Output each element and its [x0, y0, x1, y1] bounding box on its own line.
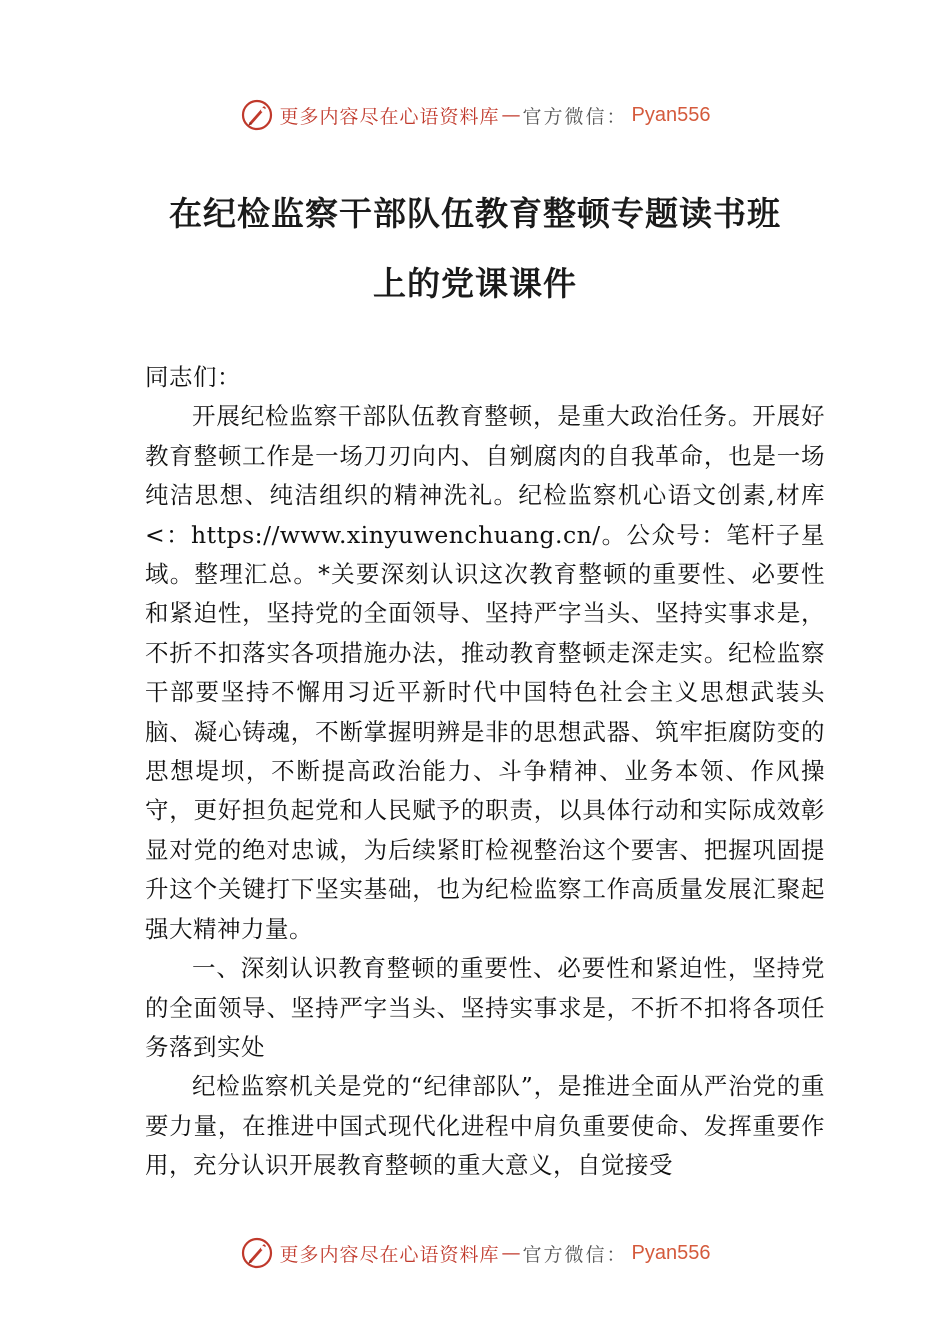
banner-brand-text: 更多内容尽在心语资料库	[279, 1243, 500, 1266]
salutation: 同志们：	[145, 363, 241, 391]
banner-wechat-id: Pyan556	[631, 1241, 711, 1264]
paragraph-intro: 开展纪检监察干部队伍教育整顿，是重大政治任务。开展好教育整顿工作是一场刀刃向内、自剜腐肉的自我革命，也是一场纯洁思想、纯洁组织的精神洗礼。纪检监察机心语文创素,材库<：https://www.xinyuwenchuang.cn/。公众号：笔杆子星域。整理汇总。*关要深刻认识这次教育整顿的重要性、必要性和紧迫性，坚持党的全面领导、坚持严字当头、坚持实事求是，不折不扣落实各项措施办法，推动教育整顿走深走实。纪检监察干部要坚持不懈用习近平新时代中国特色社会主义思想武装头脑、凝心铸魂，不断掌握明辨是非的思想武器、筑牢拒腐防变的思想堤坝，不断提高政治能力、斗争精神、业务本领、作风操守，更好担负起党和人民赋予的职责，以具体行动和实际成效彰显对党的绝对忠诚，为后续紧盯检视整治这个要害、把握巩固提升这个关键打下坚实基础，也为纪检监察工作高质量发展汇聚起强大精神力量。	[145, 402, 825, 943]
document-title-line-1: 在纪检监察干部队伍教育整顿专题读书班	[169, 194, 781, 233]
footer-watermark-banner	[0, 1233, 950, 1273]
banner-brand-text: 更多内容尽在心语资料库	[279, 105, 500, 128]
banner-dash: —	[501, 1242, 521, 1264]
section-heading-1: 一、深刻认识教育整顿的重要性、必要性和紧迫性，坚持党的全面领导、坚持严字当头、坚持实事求是，不折不扣将各项任务落到实处	[145, 954, 825, 1061]
document-body	[145, 358, 825, 1186]
banner-wechat-label: 官方微信：	[522, 105, 628, 128]
paragraph-section-1: 纪检监察机关是党的“纪律部队”，是推进全面从严治党的重要力量，在推进中国式现代化进程中肩负重要使命、发挥重要作用，充分认识开展教育整顿的重大意义，自觉接受	[145, 1072, 825, 1180]
banner-wechat-id: Pyan556	[631, 103, 711, 126]
banner-wechat-label: 官方微信：	[522, 1243, 628, 1266]
document-title-line-2: 上的党课课件	[373, 264, 577, 303]
quill-pen-logo-icon	[240, 98, 274, 132]
banner-dash: —	[501, 104, 521, 126]
quill-pen-logo-icon	[240, 1236, 274, 1270]
header-watermark-banner	[0, 95, 950, 135]
